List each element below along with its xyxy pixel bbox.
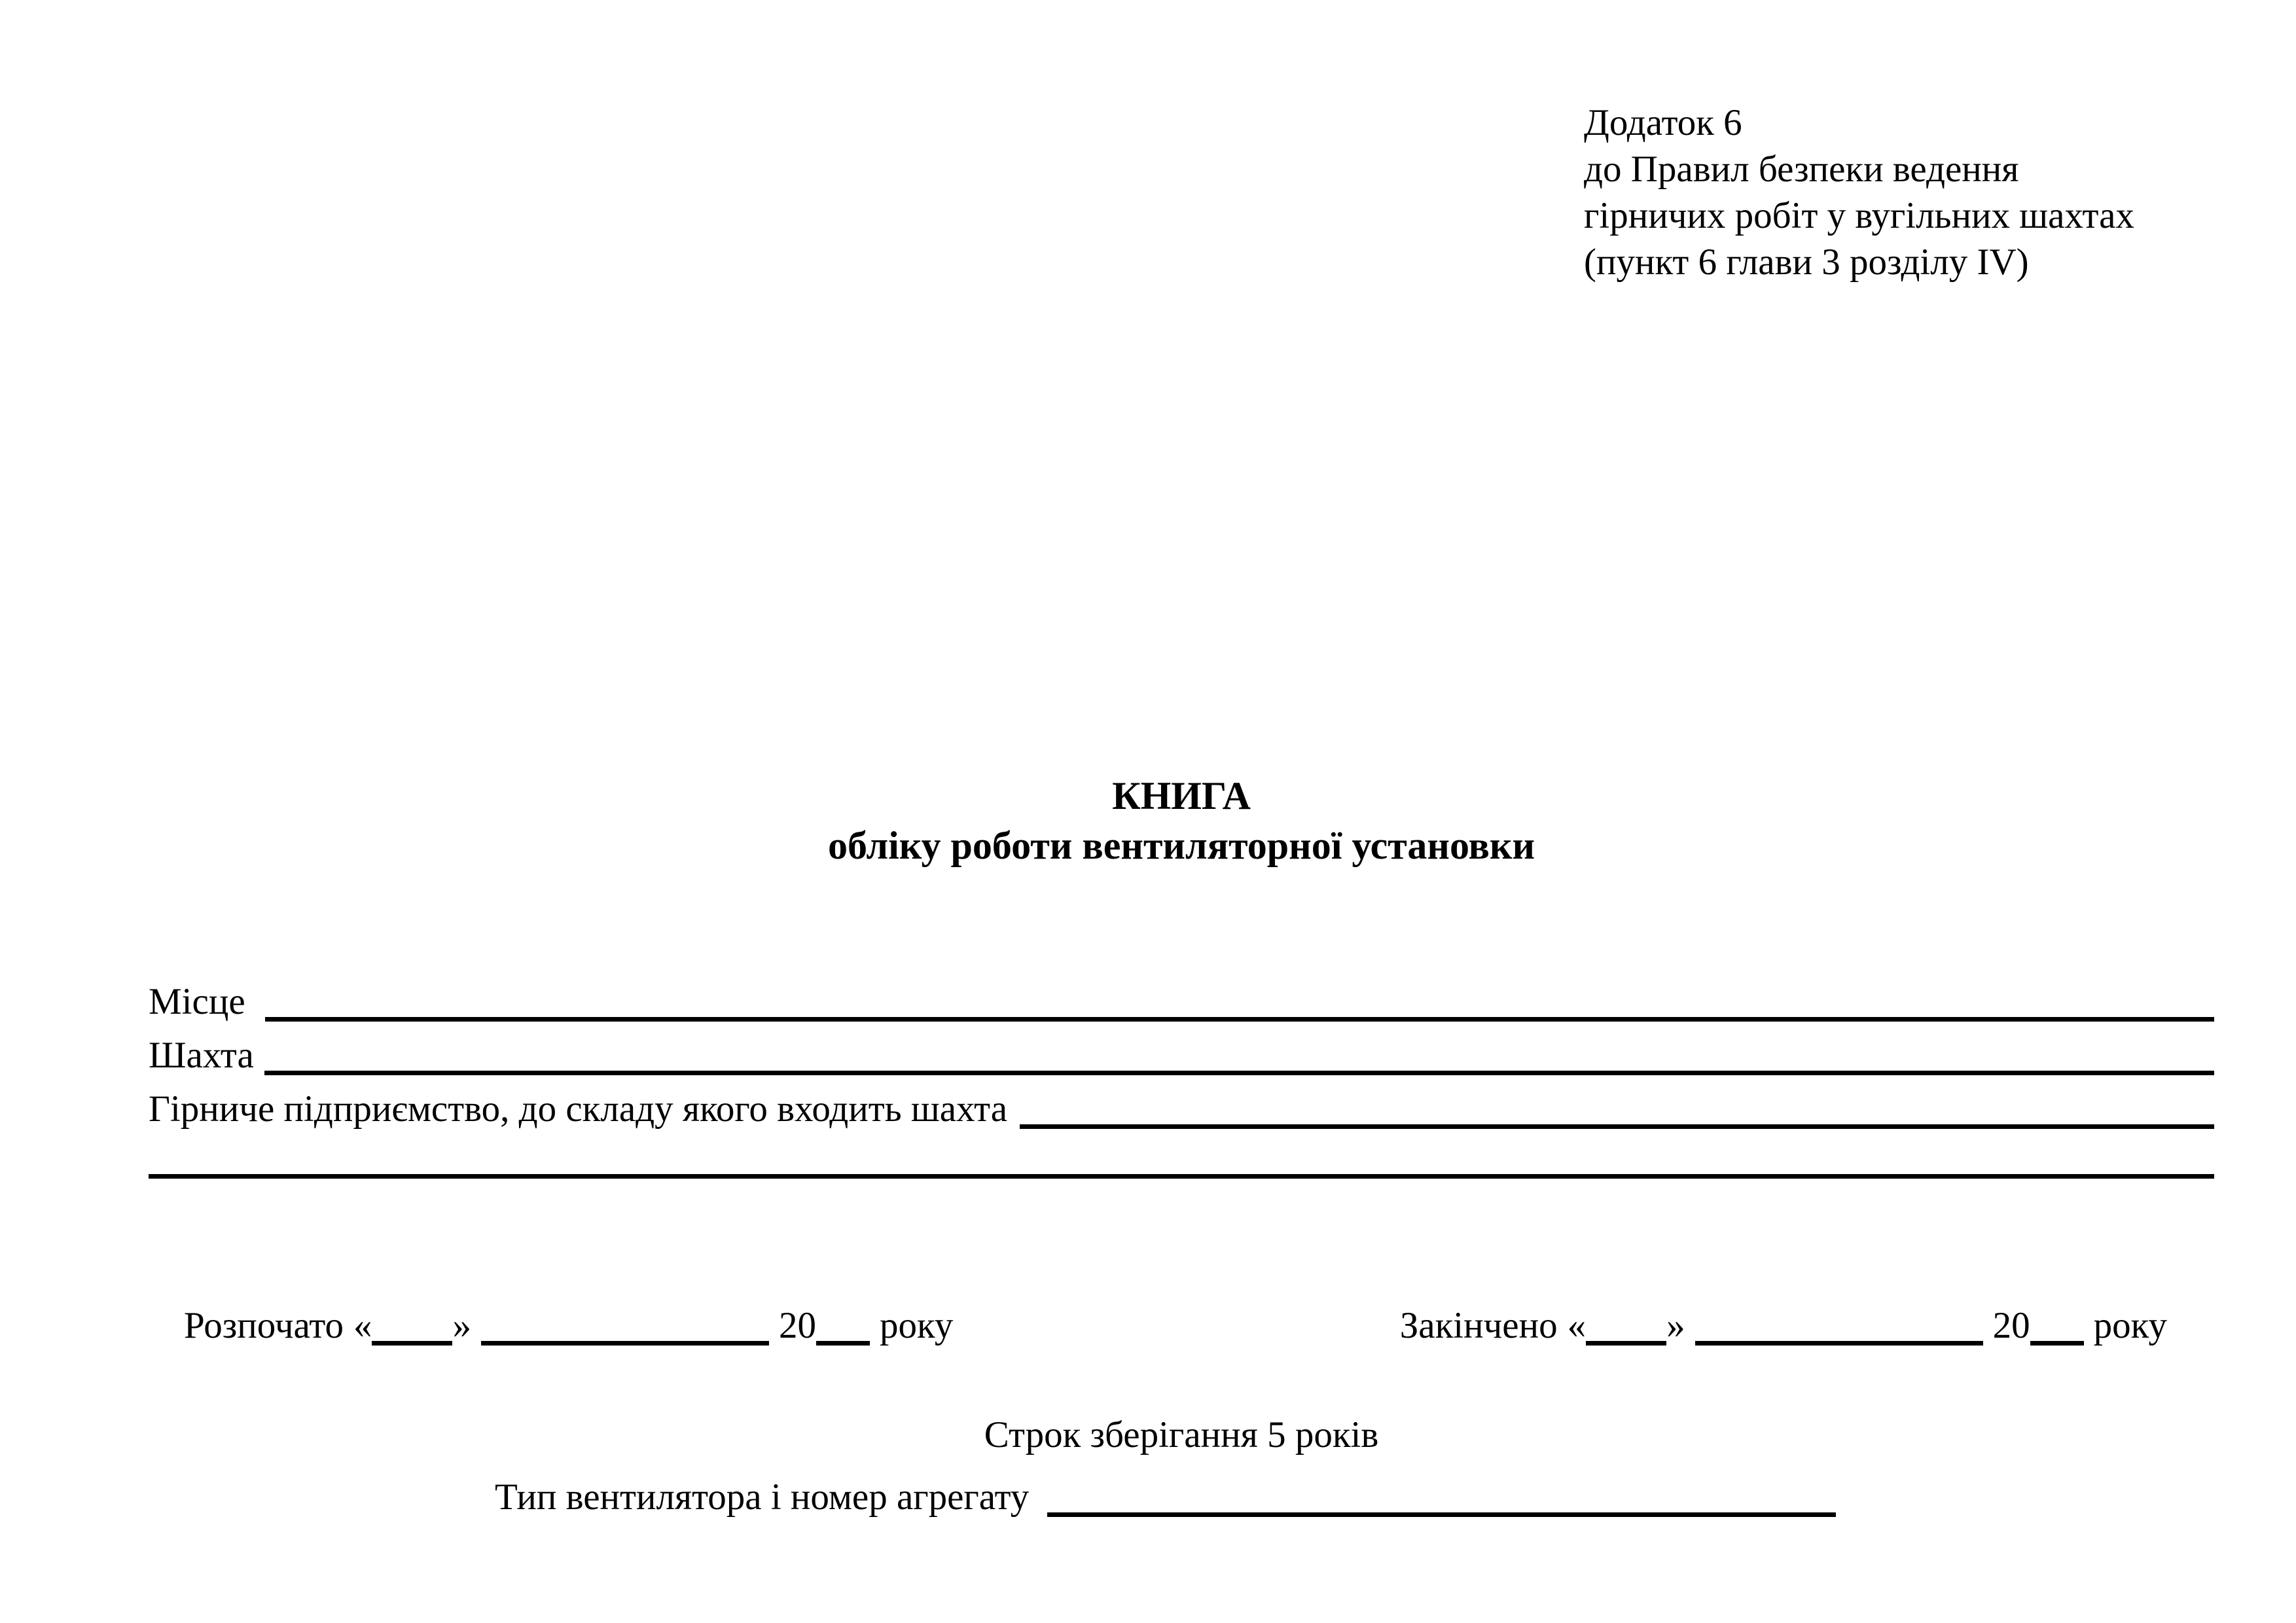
mine-field-line (264, 1071, 2214, 1075)
finished-month-line (1695, 1341, 1983, 1346)
finished-year-line (2030, 1341, 2084, 1346)
started-label: Розпочато (184, 1305, 344, 1346)
form-fields (149, 975, 2214, 1190)
enterprise-field-line (1020, 1124, 2214, 1129)
field-row-enterprise-continuation (149, 1136, 2214, 1190)
started-year-word: року (879, 1305, 954, 1346)
finished-label: Закінчено (1399, 1305, 1558, 1346)
place-field-label: Місце (149, 981, 245, 1022)
fan-type-row (495, 1471, 1836, 1524)
fan-type-label: Тип вентилятора і номер агрегату (495, 1476, 1030, 1518)
date-row (184, 1299, 2167, 1353)
mine-field-label: Шахта (149, 1035, 254, 1076)
appendix-line-1: Додаток 6 (1584, 102, 1742, 143)
title-subheading: обліку роботи вентиляторної установки (827, 824, 1535, 867)
finished-year-prefix: 20 (1992, 1305, 2030, 1346)
appendix-line-4: (пункт 6 глави 3 розділу IV) (1584, 241, 2029, 283)
title-heading: КНИГА (1112, 774, 1251, 817)
started-close-quote: » (452, 1305, 471, 1346)
enterprise-field-continuation-line (149, 1136, 2214, 1179)
started-year-prefix: 20 (778, 1305, 816, 1346)
appendix-line-2: до Правил безпеки ведення (1584, 149, 2019, 190)
finished-date-group (1400, 1299, 2167, 1353)
document-title (149, 771, 2214, 870)
retention-note: Строк зберігання 5 років (984, 1414, 1379, 1455)
finished-close-quote: » (1666, 1305, 1685, 1346)
finished-open-quote: « (1567, 1305, 1587, 1346)
started-day-line (372, 1341, 452, 1346)
field-row-enterprise (149, 1082, 2214, 1136)
finished-day-line (1586, 1341, 1666, 1346)
enterprise-field-label: Гірниче підприємство, до складу якого входить шахта (149, 1088, 1008, 1130)
started-month-line (481, 1341, 769, 1346)
appendix-note (1584, 99, 2134, 285)
place-field-line (265, 1017, 2214, 1022)
field-row-place (149, 975, 2214, 1029)
finished-year-word: року (2093, 1305, 2167, 1346)
field-row-mine (149, 1029, 2214, 1082)
appendix-line-3: гірничих робіт у вугільних шахтах (1584, 195, 2134, 236)
started-open-quote: « (353, 1305, 372, 1346)
fan-type-line (1047, 1512, 1836, 1517)
started-year-line (816, 1341, 870, 1346)
started-date-group (184, 1299, 953, 1353)
